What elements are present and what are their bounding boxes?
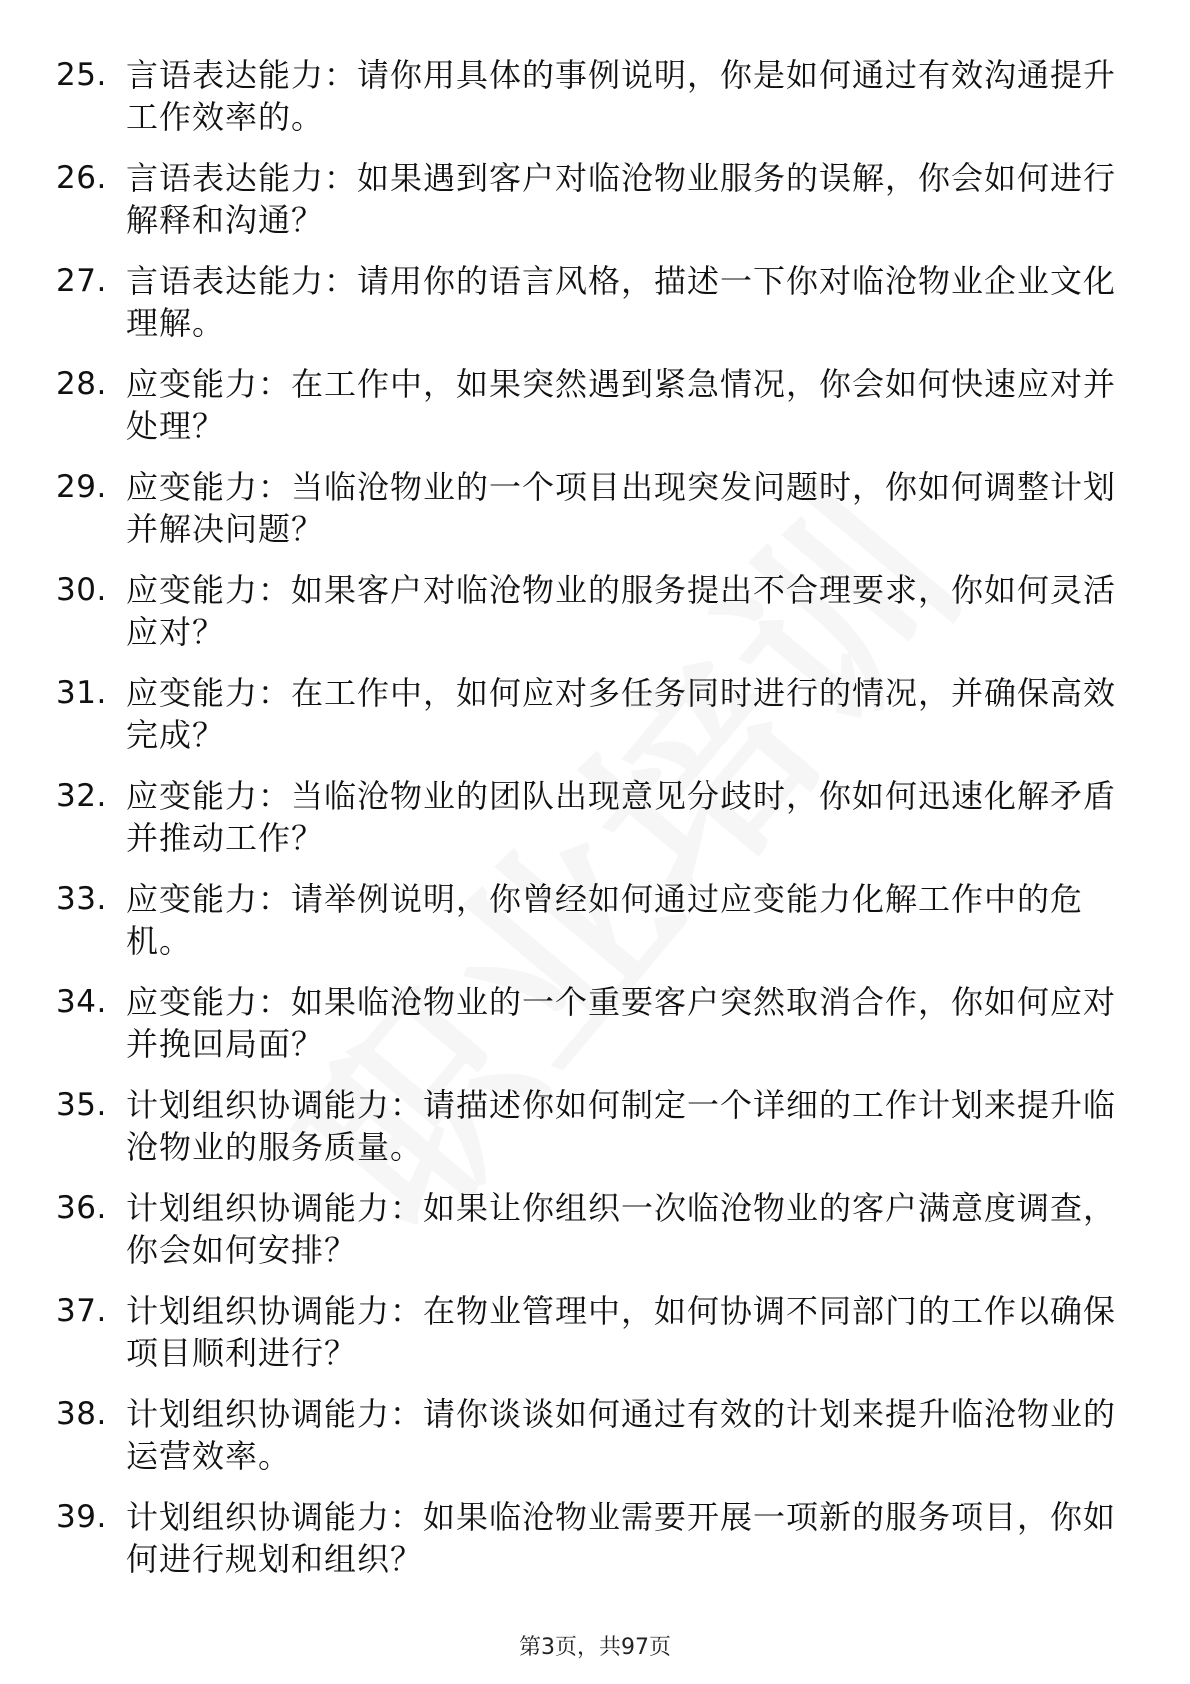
question-text: 应变能力：如果客户对临沧物业的服务提出不合理要求，你如何灵活应对？ [126,571,1117,651]
question-number: 27. [56,263,107,299]
question-list [56,54,1136,1599]
question-text: 言语表达能力：如果遇到客户对临沧物业服务的误解，你会如何进行解释和沟通？ [126,159,1117,239]
question-number: 34. [56,984,107,1020]
question-text: 计划组织协调能力：在物业管理中，如何协调不同部门的工作以确保项目顺利进行？ [126,1292,1117,1372]
question-number: 33. [56,881,107,917]
question-text: 计划组织协调能力：如果让你组织一次临沧物业的客户满意度调查，你会如何安排？ [126,1189,1117,1269]
question-text: 言语表达能力：请用你的语言风格，描述一下你对临沧物业企业文化理解。 [126,262,1117,342]
question-text: 应变能力：请举例说明，你曾经如何通过应变能力化解工作中的危机。 [126,880,1084,960]
question-number: 32. [56,778,107,814]
question-number: 30. [56,572,107,608]
list-item [56,1290,1136,1393]
list-item [56,878,1136,981]
question-text: 应变能力：当临沧物业的团队出现意见分歧时，你如何迅速化解矛盾并推动工作？ [126,777,1117,857]
list-item [56,1084,1136,1187]
question-text: 计划组织协调能力：如果临沧物业需要开展一项新的服务项目，你如何进行规划和组织？ [126,1498,1117,1578]
list-item [56,569,1136,672]
list-item [56,466,1136,569]
question-number: 38. [56,1396,107,1432]
question-number: 31. [56,675,107,711]
list-item [56,1496,1136,1599]
list-item [56,1187,1136,1290]
list-item [56,54,1136,157]
list-item [56,1393,1136,1496]
question-number: 28. [56,366,107,402]
page-footer: 第3页，共97页 [519,1635,671,1660]
question-text: 计划组织协调能力：请你谈谈如何通过有效的计划来提升临沧物业的运营效率。 [126,1395,1117,1475]
list-item [56,260,1136,363]
list-item [56,775,1136,878]
question-text: 计划组织协调能力：请描述你如何制定一个详细的工作计划来提升临沧物业的服务质量。 [126,1086,1117,1166]
question-text: 应变能力：在工作中，如何应对多任务同时进行的情况，并确保高效完成？ [126,674,1117,754]
question-number: 36. [56,1190,107,1226]
question-number: 26. [56,160,107,196]
list-item [56,672,1136,775]
question-text: 应变能力：当临沧物业的一个项目出现突发问题时，你如何调整计划并解决问题？ [126,468,1117,548]
question-number: 37. [56,1293,107,1329]
question-number: 39. [56,1499,107,1535]
question-text: 应变能力：如果临沧物业的一个重要客户突然取消合作，你如何应对并挽回局面？ [126,983,1117,1063]
list-item [56,157,1136,260]
list-item [56,981,1136,1084]
question-number: 35. [56,1087,107,1123]
question-text: 言语表达能力：请你用具体的事例说明，你是如何通过有效沟通提升工作效率的。 [126,56,1117,136]
question-number: 25. [56,57,107,93]
list-item [56,363,1136,466]
question-text: 应变能力：在工作中，如果突然遇到紧急情况，你会如何快速应对并处理？ [126,365,1117,445]
question-number: 29. [56,469,107,505]
